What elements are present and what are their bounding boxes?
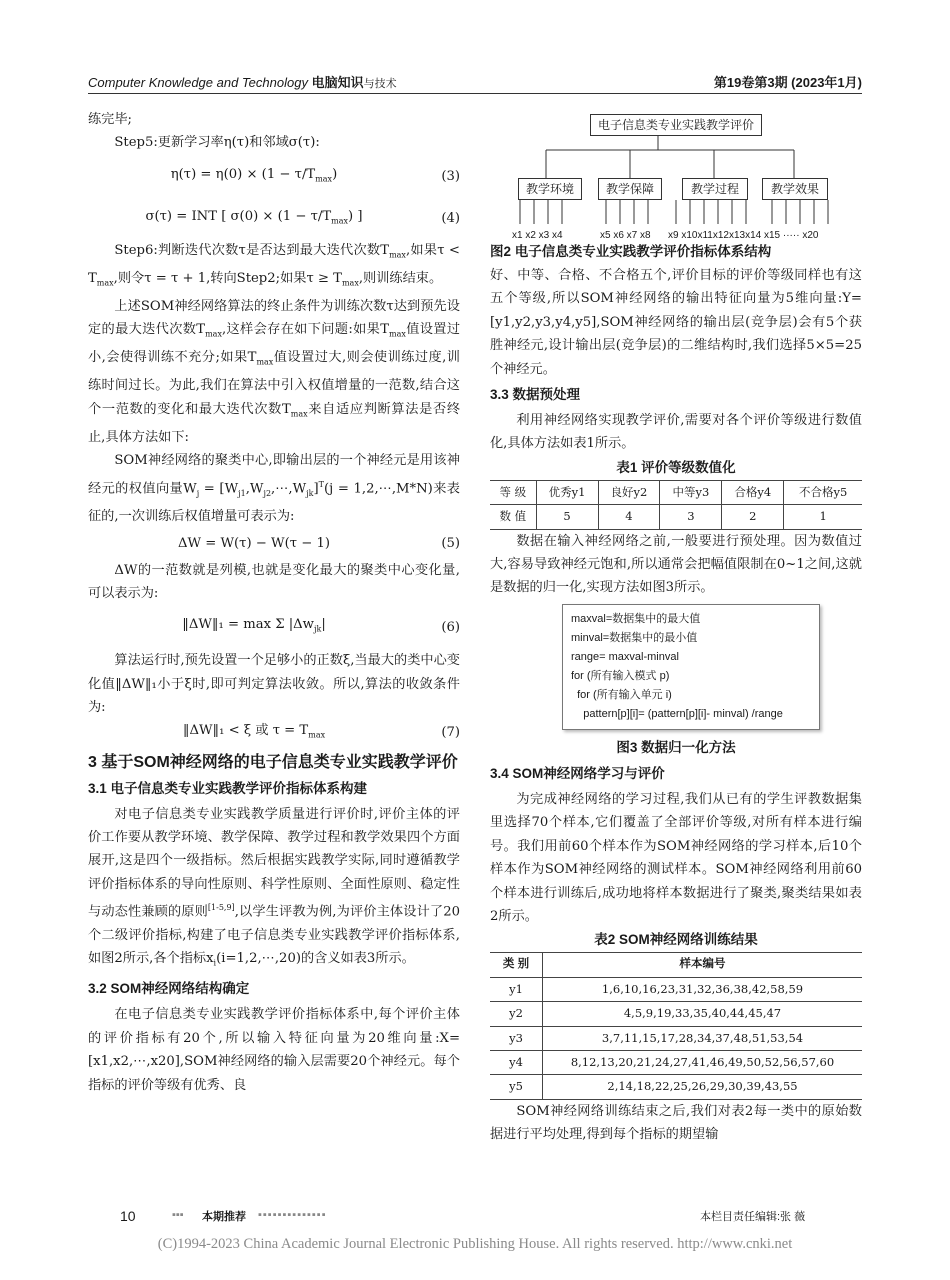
table-row: y3 3,7,11,15,17,28,34,37,48,51,53,54	[490, 1026, 862, 1050]
table-1-caption: 表1 评价等级数值化	[616, 459, 736, 475]
section-heading-3-1: 3.1 电子信息类专业实践教学评价指标体系构建	[88, 780, 368, 796]
left-column	[88, 108, 460, 1097]
table-row: y5 2,14,18,22,25,26,29,30,39,43,55	[490, 1075, 862, 1099]
step5: Step5:更新学习率η(τ)和邻域σ(τ):	[114, 135, 320, 151]
tree-root: 电子信息类专业实践教学评价	[590, 114, 762, 136]
figure-2-tree	[490, 108, 862, 240]
paragraph: 数据在输入神经网络之前,一般要进行预处理。因为数值过大,容易导致神经元饱和,所以通常会把幅值限制在0~1之间,这就是数据的归一化,实现方法如图3所示。	[490, 533, 862, 596]
equation-7: ‖ΔW‖₁ < ξ 或 $\tau = T_{max}$ (7)	[182, 722, 460, 740]
paragraph: 对电子信息类专业实践教学质量进行评价时,评价主体的评价工作要从教学环境、教学保障、教学过程和教学效果四个方面展开,这是四个一级指标。然后根据实践教学实际,同时遵循教学评价指标体系的导向性原则、科学性原则、全面性原则、稳定性与动态性兼顾的原则[1-5,9],以学生评教为例,为评价主体设计了20个二级评价指标,构建了电子信息类专业实践教学评价指标体系,如图2所示,各个指标$x_i(i=1,2,\cdots,20)$的含义如表3所示。	[88, 806, 460, 969]
tree-node: 教学效果	[762, 178, 828, 200]
tree-node: 教学过程	[682, 178, 748, 200]
page-number: 10	[120, 1208, 136, 1224]
tree-node: 教学环境	[518, 178, 582, 200]
paragraph: 上述SOM神经网络算法的终止条件为训练次数τ达到预先设定的最大迭代次数$T_{max}$,这样会存在如下问题:如果$T_{max}$值设置过小,会使得训练不充分;如果$T_{max}$值设置过大,则会使训练过度,训练时间过长。为此,我们在算法中引入权值增量的一范数,结合这个一范数的变化和最大迭代次数$T_{max}$来自适应判断算法是否终止,具体方法如下:	[88, 298, 461, 445]
tree-leaves: x5 x6 x7 x8	[600, 230, 651, 241]
figure-3-caption: 图3 数据归一化方法	[616, 739, 736, 755]
copyright-watermark: (C)1994-2023 China Academic Journal Electronic Publishing House. All rights reserved. http://www.cnki.net	[157, 1236, 793, 1252]
equation-4: σ(τ) = INT [ $\sigma(0) \times (1 - \tau/T_{max})$ ] (4)	[145, 208, 460, 227]
table-2	[490, 952, 862, 1099]
table-row: 数 值 5 4 3 2 1	[490, 505, 862, 529]
footer-editor: 本栏目责任编辑:张 薇	[700, 1211, 806, 1223]
table-row: y2 4,5,9,19,33,35,40,44,45,47	[490, 1002, 862, 1026]
paragraph: 利用神经网络实现教学评价,需要对各个评价等级进行数值化,具体方法如表1所示。	[490, 413, 862, 452]
section-heading-3-2: 3.2 SOM神经网络结构确定	[88, 981, 250, 997]
equation-5: ΔW = W(τ) − W(τ − 1) (5)	[177, 535, 460, 551]
issue-label: 第19卷第3期 (2023年1月)	[713, 75, 862, 90]
tree-leaves: x15 ····· x20	[764, 230, 819, 241]
section-heading-3-3: 3.3 数据预处理	[490, 387, 581, 403]
section-heading-3-4: 3.4 SOM神经网络学习与评价	[490, 765, 665, 781]
paragraph: 为完成神经网络的学习过程,我们从已有的学生评教数据集里选择70个样本,它们覆盖了全部评价等级,对所有样本进行编号。我们用前60个样本作为SOM神经网络的学习样本,后10个样本作为SOM神经网络的测试样本。SOM神经网络利用前60个样本进行训练后,成功地将样本数据进行了聚类,聚类结果如表2所示。	[490, 791, 862, 924]
table-2-caption: 表2 SOM神经网络训练结果	[594, 932, 758, 948]
paragraph: SOM神经网络训练结束之后,我们对表2每一类中的原始数据进行平均处理,得到每个指标的期望输	[490, 1103, 862, 1143]
step6: Step6:判断迭代次数τ是否达到最大迭代次数$T_{max}$,如果$\tau < T_{max}$,则令τ = τ + 1,转向Step2;如果$\tau \ge T_{max}$,则训练结束。	[88, 242, 460, 288]
table-row: y1 1,6,10,16,23,31,32,36,38,42,58,59	[490, 977, 862, 1001]
equation-3: $\eta(\tau) = \eta(0) \times (1 - \tau/T_{max})$ (3)	[170, 166, 460, 185]
figure-2-caption: 图2 电子信息类专业实践教学评价指标体系结构	[490, 244, 772, 259]
paragraph: 在电子信息类专业实践教学评价指标体系中,每个评价主体的评价指标有20个,所以输入特征向量为20维向量:X=[x1,x2,⋯,x20],SOM神经网络的输入层需要20个神经元。每个指标的评价等级有优秀、良	[88, 1007, 460, 1093]
paragraph: ΔW的一范数就是列模,也就是变化最大的聚类中心变化量,可以表示为:	[88, 562, 460, 601]
paragraph: 好、中等、合格、不合格五个,评价目标的评价等级同样也有这五个等级,所以SOM神经网络的输出特征向量为5维向量:Y=[y1,y2,y3,y4,y5],SOM神经网络的输出层(竞争层)会有5个获胜神经元,设计输出层(竞争层)的二维结构时,我们选择5×5=25个神经元。	[490, 268, 862, 377]
tree-leaves: x1 x2 x3 x4	[512, 230, 563, 241]
footer-decoration: ▪▪▪▪▪▪▪▪▪▪▪▪▪▪	[258, 1209, 327, 1221]
table-row: 等 级 优秀y1 良好y2 中等y3 合格y4 不合格y5	[490, 480, 862, 504]
paragraph: 算法运行时,预先设置一个足够小的正数ξ,当最大的类中心变化值‖ΔW‖₁小于ξ时,即可判定算法收敛。所以,算法的收敛条件为:	[88, 653, 460, 716]
table-1	[490, 480, 862, 530]
table-row: 类 别 样本编号	[490, 953, 862, 977]
tree-leaves: x9 x10x11x12x13x14	[668, 230, 762, 241]
footer-decoration: ▪▪▪	[172, 1209, 184, 1221]
equation-6: ‖ΔW‖₁ = max Σ $|\Delta w_{jk}|$ (6)	[182, 617, 460, 635]
header-rule	[88, 93, 862, 94]
journal-header-left: Computer Knowledge and Technology 电脑知识与技术	[88, 75, 397, 90]
paragraph: SOM神经网络的聚类中心,即输出层的一个神经元是用该神经元的权值向量$W_j$ = $[W_{j1},W_{j2},\cdots,W_{jk}]^T(j$ = 1,2,⋯,M*N)来表征的,一次训练后权值增量可表示为:	[88, 453, 460, 525]
paragraph: 练完毕;	[88, 112, 133, 127]
right-column	[490, 108, 862, 1147]
section-heading-3: 3 基于SOM神经网络的电子信息类专业实践教学评价	[88, 753, 458, 771]
footer-section: 本期推荐	[202, 1211, 246, 1223]
tree-node: 教学保障	[598, 178, 662, 200]
figure-3-code: maxval=数据集中的最大值 minval=数据集中的最小值 range= maxval-minval for (所有输入模式 p) for (所有输入单元 i) pattern[p][i]= (pattern[p][i]- minval) /range	[562, 604, 820, 730]
table-row: y4 8,12,13,20,21,24,27,41,46,49,50,52,56,57,60	[490, 1050, 862, 1074]
